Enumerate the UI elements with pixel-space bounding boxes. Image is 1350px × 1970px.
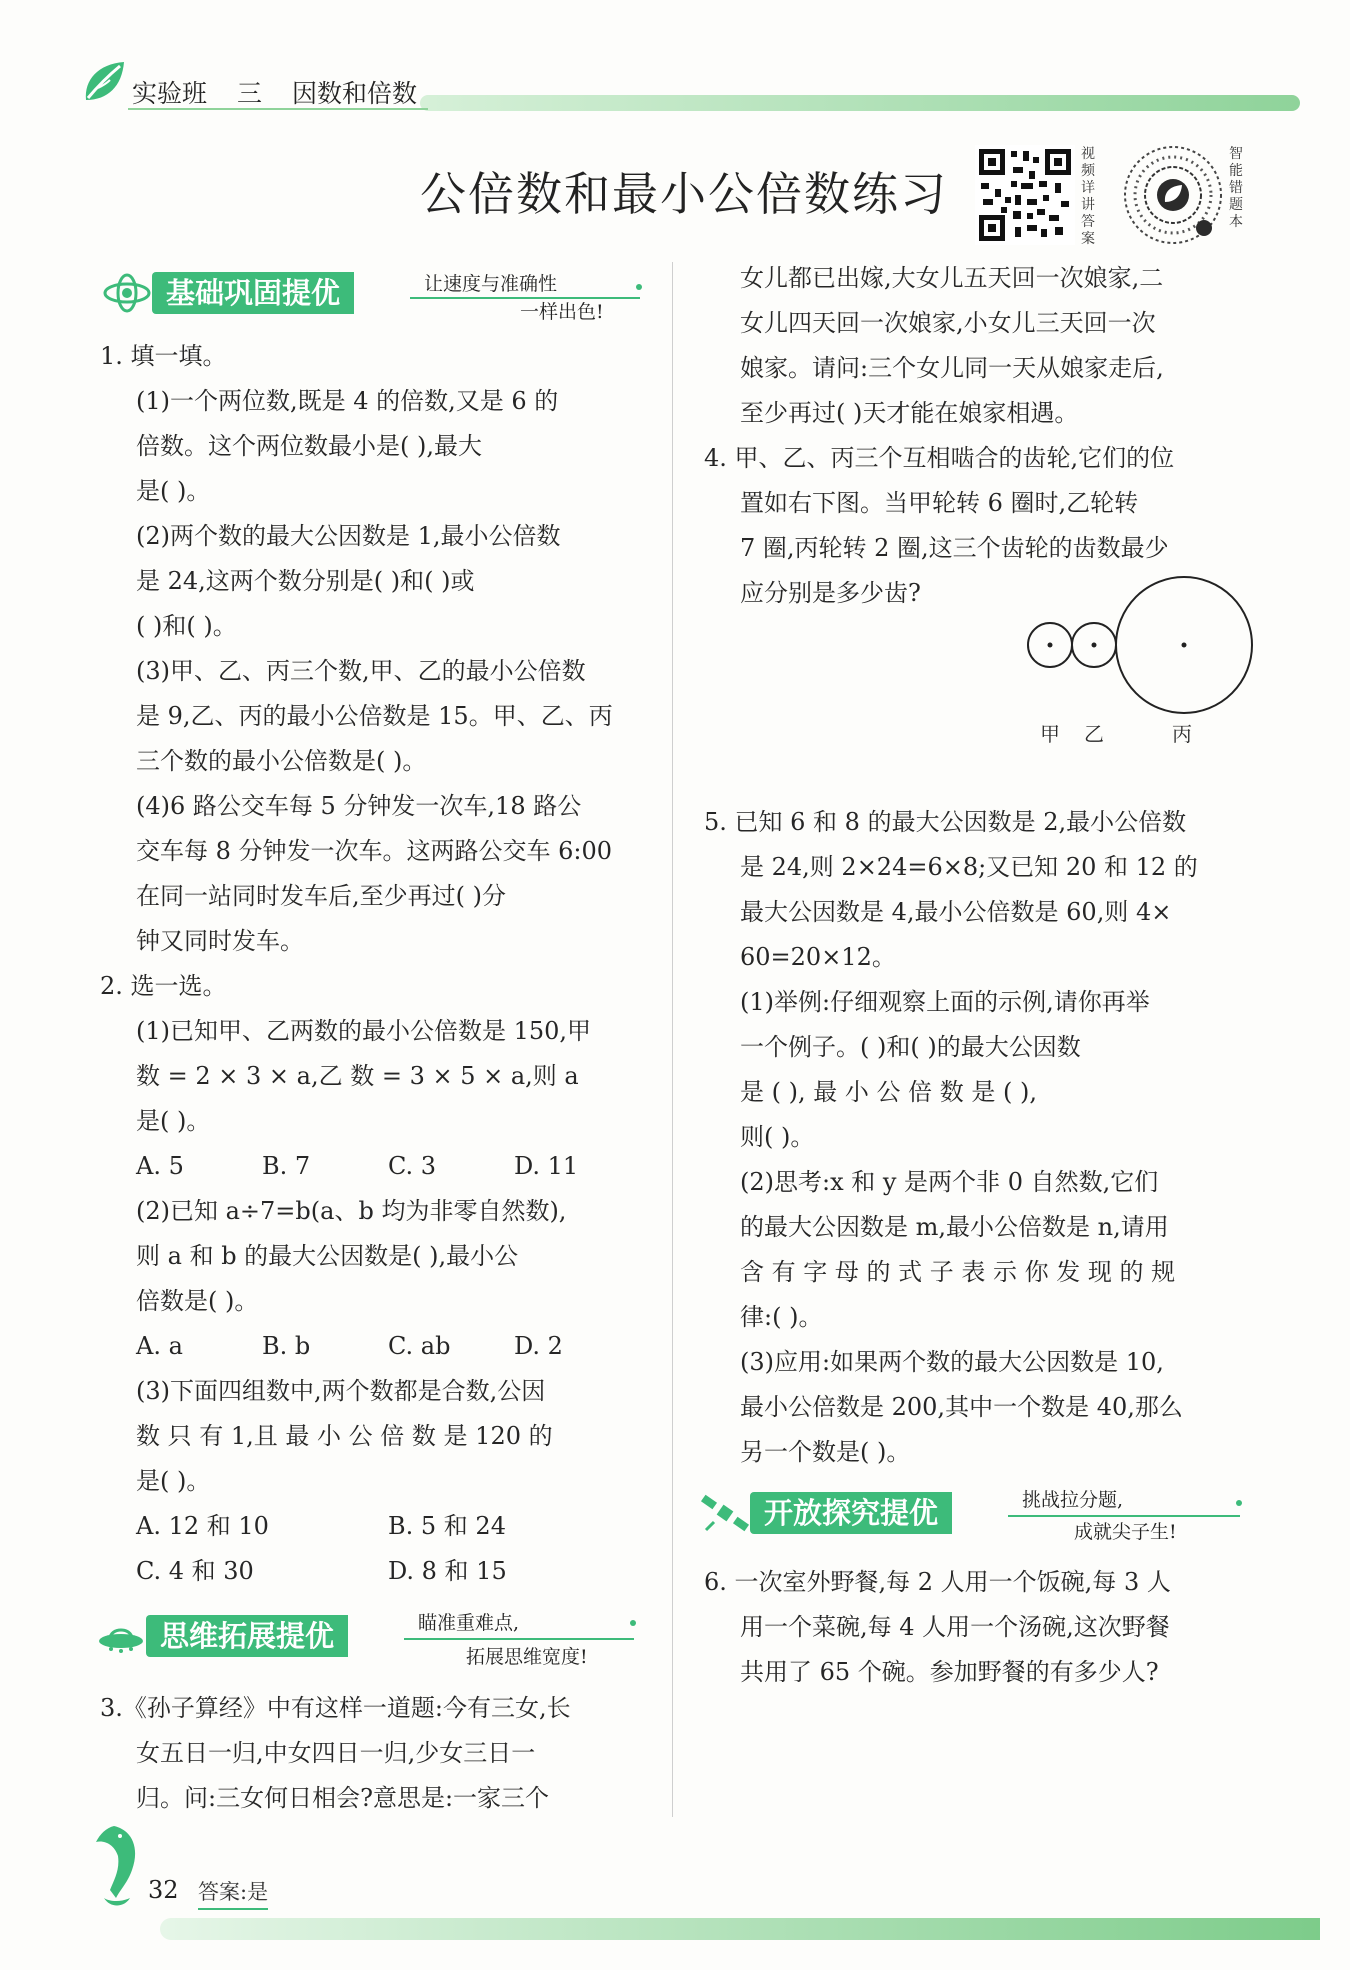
header-breadcrumb — [132, 74, 439, 110]
section-basic-tip-dot — [636, 284, 642, 290]
section-thinking-tip-line2: 拓展思维宽度! — [466, 1646, 588, 1668]
text-line: 女儿都已出嫁,大女儿五天回一次娘家,二 — [740, 264, 1164, 292]
text-line: 应分别是多少齿? — [740, 579, 921, 607]
section-basic-tip-line1: 让速度与准确性 — [424, 273, 558, 295]
text-line: 则 a 和 b 的最大公因数是( ),最小公 — [136, 1242, 519, 1270]
q2-heading: 2. 选一选。 — [100, 972, 227, 1000]
option-b[interactable]: B. 7 — [262, 1152, 311, 1180]
option-d[interactable]: D. 2 — [514, 1332, 563, 1360]
option-d[interactable]: D. 11 — [514, 1152, 579, 1180]
text-line: (3)下面四组数中,两个数都是合数,公因 — [136, 1377, 546, 1405]
smart-mistake-book-caption: 智 能 错 题 本 — [1229, 146, 1243, 230]
unit-number: 三 — [236, 79, 262, 108]
section-open-tip-underline — [1008, 1515, 1240, 1517]
text-line: 是 24,则 2×24=6×8;又已知 20 和 12 的 — [740, 853, 1198, 881]
section-open-tip-dot — [1236, 1500, 1242, 1506]
text-line: (3)应用:如果两个数的最大公因数是 10, — [740, 1348, 1164, 1376]
text-line: 在同一站同时发车后,至少再过( )分 — [136, 882, 506, 910]
text-line: 用一个菜碗,每 4 人用一个汤碗,这次野餐 — [740, 1613, 1170, 1641]
option-a[interactable]: A. 5 — [136, 1152, 184, 1180]
section-open-tip-line1: 挑战拉分题, — [1022, 1489, 1124, 1511]
series-name: 实验班 — [132, 79, 208, 108]
text-line: 置如右下图。当甲轮转 6 圈时,乙轮转 — [740, 489, 1139, 517]
section-thinking-tip-underline — [404, 1638, 634, 1640]
text-line: 女儿四天回一次娘家,小女儿三天回一次 — [740, 309, 1156, 337]
text-line: 最小公倍数是 200,其中一个数是 40,那么 — [740, 1393, 1183, 1421]
text-line: (4)6 路公交车每 5 分钟发一次车,18 路公 — [136, 792, 582, 820]
text-line: (2)已知 a÷7=b(a、b 均为非零自然数), — [136, 1197, 567, 1225]
q5-heading: 5. 已知 6 和 8 的最大公因数是 2,最小公倍数 — [704, 808, 1187, 836]
option-c[interactable]: C. 4 和 30 — [136, 1557, 254, 1585]
section-basic-tip-underline — [410, 297, 640, 299]
ufo-icon — [96, 1615, 146, 1657]
satellite-icon — [700, 1492, 750, 1534]
smart-mistake-book-icon[interactable] — [1122, 144, 1224, 246]
text-line: 倍数。这个两位数最小是( ),最大 — [136, 432, 482, 460]
text-line: ( )和( )。 — [136, 612, 237, 640]
qr-code-icon[interactable] — [975, 145, 1075, 245]
text-line: 倍数是( )。 — [136, 1287, 259, 1315]
section-open-tip-line2: 成就尖子生! — [1074, 1521, 1177, 1543]
option-a[interactable]: A. 12 和 10 — [136, 1512, 269, 1540]
answer-label: 答案:是 — [198, 1876, 268, 1910]
section-basic-tip-line2: 一样出色! — [520, 301, 604, 323]
text-line: 是 ( ), 最 小 公 倍 数 是 ( ), — [740, 1078, 1037, 1106]
section-thinking-tip-line1: 瞄准重难点, — [418, 1612, 520, 1634]
gear-label-bing: 丙 — [1172, 722, 1192, 746]
leaf-logo-icon — [80, 58, 128, 106]
text-line: (2)思考:x 和 y 是两个非 0 自然数,它们 — [740, 1168, 1159, 1196]
text-line: 数 只 有 1,且 最 小 公 倍 数 是 120 的 — [136, 1422, 553, 1450]
text-line: 至少再过( )天才能在娘家相遇。 — [740, 399, 1079, 427]
section-thinking-tip-dot — [630, 1620, 636, 1626]
q6-heading: 6. 一次室外野餐,每 2 人用一个饭碗,每 3 人 — [704, 1568, 1171, 1596]
qr-code-caption: 视 频 详 讲 答 案 — [1081, 146, 1095, 247]
option-c[interactable]: C. 3 — [388, 1152, 437, 1180]
page-number: 32 — [148, 1876, 179, 1904]
text-line: 含 有 字 母 的 式 子 表 示 你 发 现 的 规 — [740, 1258, 1176, 1286]
text-line: (2)两个数的最大公因数是 1,最小公倍数 — [136, 522, 561, 550]
q4-heading: 4. 甲、乙、丙三个互相啮合的齿轮,它们的位 — [704, 444, 1175, 472]
option-c[interactable]: C. ab — [388, 1332, 451, 1360]
dolphin-icon — [84, 1820, 150, 1910]
text-line: 共用了 65 个碗。参加野餐的有多少人? — [740, 1658, 1159, 1686]
text-line: (1)举例:仔细观察上面的示例,请你再举 — [740, 988, 1150, 1016]
text-line: 60=20×12。 — [740, 943, 896, 971]
text-line: 的最大公因数是 m,最小公倍数是 n,请用 — [740, 1213, 1169, 1241]
option-b[interactable]: B. 5 和 24 — [388, 1512, 506, 1540]
text-line: 钟又同时发车。 — [136, 927, 304, 955]
text-line: 交车每 8 分钟发一次车。这两路公交车 6:00 — [136, 837, 613, 865]
text-line: (1)已知甲、乙两数的最小公倍数是 150,甲 — [136, 1017, 592, 1045]
option-d[interactable]: D. 8 和 15 — [388, 1557, 507, 1585]
text-line: 归。问:三女何日相会?意思是:一家三个 — [136, 1784, 550, 1812]
text-line: 则( )。 — [740, 1123, 815, 1151]
header-band — [420, 95, 1300, 111]
text-line: 律:( )。 — [740, 1303, 823, 1331]
option-a[interactable]: A. a — [136, 1332, 183, 1360]
text-line: 是 24,这两个数分别是( )和( )或 — [136, 567, 475, 595]
column-divider — [672, 262, 673, 1817]
text-line: 7 圈,丙轮转 2 圈,这三个齿轮的齿数最少 — [740, 534, 1169, 562]
text-line: (1)一个两位数,既是 4 的倍数,又是 6 的 — [136, 387, 559, 415]
page-title: 公倍数和最小公倍数练习 — [420, 167, 948, 221]
text-line: 最大公因数是 4,最小公倍数是 60,则 4× — [740, 898, 1172, 926]
text-line: 一个例子。( )和( )的最大公因数 — [740, 1033, 1081, 1061]
text-line: 是( )。 — [136, 477, 211, 505]
text-line: (3)甲、乙、丙三个数,甲、乙的最小公倍数 — [136, 657, 586, 685]
text-line: 三个数的最小公倍数是( )。 — [136, 747, 427, 775]
text-line: 是( )。 — [136, 1107, 211, 1135]
text-line: 是( )。 — [136, 1467, 211, 1495]
gear-label-yi: 乙 — [1084, 722, 1104, 746]
q3-heading: 3.《孙子算经》中有这样一道题:今有三女,长 — [100, 1694, 571, 1722]
section-open-label: 开放探究提优 — [750, 1492, 952, 1534]
unit-title: 因数和倍数 — [291, 79, 417, 108]
section-basic-label: 基础巩固提优 — [152, 272, 354, 314]
text-line: 数 = 2 × 3 × a,乙 数 = 3 × 5 × a,则 a — [136, 1062, 579, 1090]
option-b[interactable]: B. b — [262, 1332, 311, 1360]
footer-band — [160, 1918, 1320, 1940]
text-line: 另一个数是( )。 — [740, 1438, 911, 1466]
text-line: 娘家。请问:三个女儿同一天从娘家走后, — [740, 354, 1164, 382]
q1-heading: 1. 填一填。 — [100, 342, 227, 370]
gear-label-jia: 甲 — [1040, 722, 1060, 746]
section-thinking-label: 思维拓展提优 — [146, 1615, 348, 1657]
text-line: 是 9,乙、丙的最小公倍数是 15。甲、乙、丙 — [136, 702, 613, 730]
atom-icon — [102, 272, 152, 314]
text-line: 女五日一归,中女四日一归,少女三日一 — [136, 1739, 536, 1767]
